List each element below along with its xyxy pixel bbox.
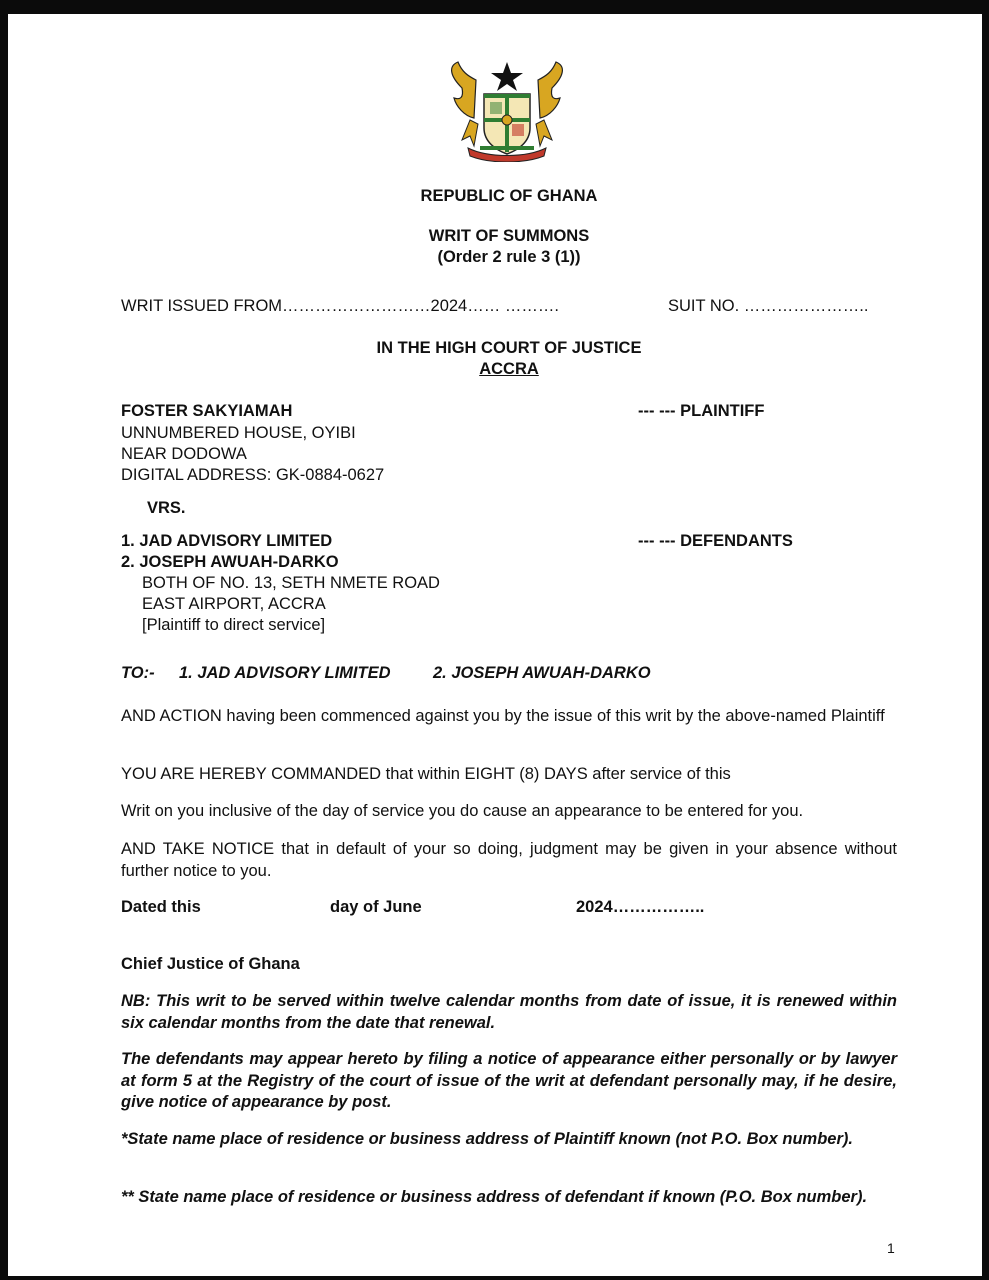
page-number: 1 [887, 1240, 895, 1256]
court-location [8, 359, 989, 380]
ghana-coat-of-arms-icon [440, 58, 574, 162]
plaintiff-name: FOSTER SAKYIAMAH [121, 402, 293, 420]
plaintiff-address-line: NEAR DODOWA [121, 445, 247, 463]
defendants-role: --- --- DEFENDANTS [638, 532, 793, 550]
dated-day-of: day of June [330, 898, 422, 916]
signatory: Chief Justice of Ghana [121, 955, 300, 973]
note-plaintiff-address: *State name place of residence or business address of Plaintiff known (not P.O. Box number). [121, 1130, 853, 1148]
to-second-defendant: 2. JOSEPH AWUAH-DARKO [433, 664, 651, 682]
body-paragraph-writ: Writ on you inclusive of the day of service you do cause an appearance to be entered for you. [121, 802, 804, 820]
to-label: TO:- [121, 664, 155, 682]
plaintiff-address-line: DIGITAL ADDRESS: GK-0884-0627 [121, 466, 385, 484]
body-paragraph-command: YOU ARE HEREBY COMMANDED that within EIGHT (8) DAYS after service of this [121, 765, 731, 783]
defendant-address-line: [Plaintiff to direct service] [142, 616, 326, 634]
defendant-name: 2. JOSEPH AWUAH-DARKO [121, 553, 339, 571]
body-paragraph-action: AND ACTION having been commenced against you by the issue of this writ by the above-named Plaintiff [121, 707, 885, 725]
suit-number: SUIT NO. ………………….. [668, 297, 869, 315]
court-name: IN THE HIGH COURT OF JUSTICE [376, 339, 642, 357]
country-heading: REPUBLIC OF GHANA [420, 187, 598, 205]
dated-year: 2024…………….. [576, 898, 705, 916]
defendant-address-line: EAST AIRPORT, ACCRA [142, 595, 326, 613]
order-reference: (Order 2 rule 3 (1)) [437, 248, 581, 266]
note-nb: NB: This writ to be served within twelve calendar months from date of issue, it is renewed within six calendar months from the date that renewal. [121, 992, 897, 1032]
document-title: WRIT OF SUMMONS [428, 227, 590, 245]
court-location-text: ACCRA [479, 360, 539, 378]
document-page [8, 14, 982, 1276]
plaintiff-address-line: UNNUMBERED HOUSE, OYIBI [121, 424, 356, 442]
note-appearance: The defendants may appear hereto by filing a notice of appearance either personally or by lawyer at form 5 at the Registry of the court of issue of the writ at defendant personally may, if he desire, give notice of appearance by post. [121, 1050, 897, 1111]
note-defendant-address: ** State name place of residence or business address of defendant if known (P.O. Box number). [121, 1188, 868, 1206]
writ-issued-from: WRIT ISSUED FROM………………………2024…… ………. [121, 297, 559, 315]
versus-label: VRS. [147, 499, 186, 517]
defendant-name: 1. JAD ADVISORY LIMITED [121, 532, 333, 550]
dated-label: Dated this [121, 898, 201, 916]
body-paragraph-notice: AND TAKE NOTICE that in default of your so doing, judgment may be given in your absence without further notice to you. [121, 840, 897, 880]
to-first-defendant: 1. JAD ADVISORY LIMITED [179, 664, 391, 682]
plaintiff-role: --- --- PLAINTIFF [638, 402, 765, 420]
defendant-address-line: BOTH OF NO. 13, SETH NMETE ROAD [142, 574, 440, 592]
